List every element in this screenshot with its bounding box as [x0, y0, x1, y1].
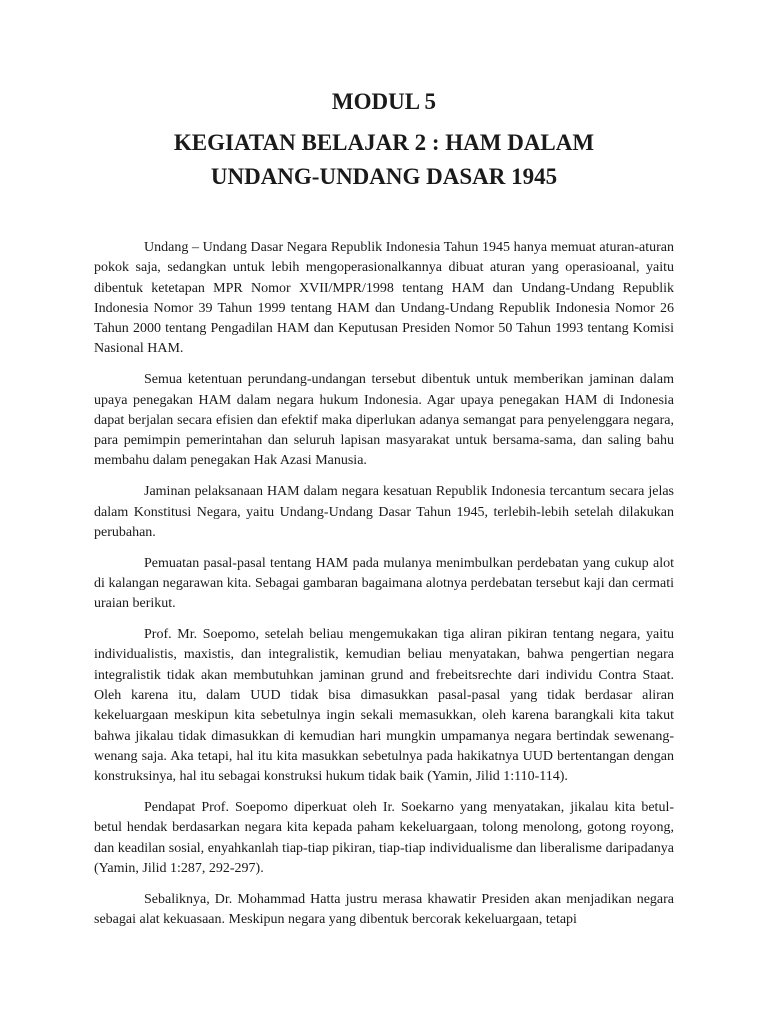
document-header	[0, 88, 768, 194]
paragraph-3: Jaminan pelaksanaan HAM dalam negara kesatuan Republik Indonesia tercantum secara jelas dalam Konstitusi Negara, yaitu Undang-Undang Dasar Tahun 1945, terlebih-lebih setelah dilakukan perubahan.	[94, 484, 674, 540]
paragraph-1: Undang – Undang Dasar Negara Republik Indonesia Tahun 1945 hanya memuat aturan-aturan pokok saja, sedangkan untuk lebih mengoperasionalkannya dibuat aturan yang operasioanal, yaitu dibentuk ketetapan MPR Nomor XVII/MPR/1998 tentang HAM dan Undang-Undang Republik Indonesia Nomor 39 Tahun 1999 tentang HAM dan Undang-Undang Republik Indonesia Nomor 26 Tahun 2000 tentang Pengadilan HAM dan Keputusan Presiden Nomor 50 Tahun 1993 tentang Komisi Nasional HAM.	[94, 240, 674, 357]
paragraph-7: Sebaliknya, Dr. Mohammad Hatta justru merasa khawatir Presiden akan menjadikan negara sebagai alat kekuasaan. Meskipun negara yang dibentuk bercorak kekeluargaan, tetapi	[94, 891, 674, 927]
body-text	[94, 238, 674, 941]
paragraph-2: Semua ketentuan perundang-undangan tersebut dibentuk untuk memberikan jaminan dalam upaya penegakan HAM dalam negara hukum Indonesia. Agar upaya penegakan HAM di Indonesia dapat berjalan secara efisien dan efektif maka diperlukan adanya semangat para penyelenggara negara, para pemimpin pemerintahan dan seluruh lapisan masyarakat untuk bersama-sama, dan saling bahu membahu dalam penegakan Hak Azasi Manusia.	[94, 372, 674, 469]
paragraph-6: Pendapat Prof. Soepomo diperkuat oleh Ir. Soekarno yang menyatakan, jikalau kita betul-betul hendak berdasarkan negara kita kepada paham kekeluargaan, tolong menolong, gotong royong, dan keadilan sosial, enyahkanlah tiap-tiap pikiran, tiap-tiap individualisme dan liberalisme daripadanya (Yamin, Jilid 1:287, 292-297).	[94, 799, 674, 876]
activity-title: KEGIATAN BELAJAR 2 : HAM DALAM UNDANG-UNDANG DASAR 1945	[173, 130, 595, 189]
module-title: MODUL 5	[331, 89, 437, 114]
paragraph-5: Prof. Mr. Soepomo, setelah beliau mengemukakan tiga aliran pikiran tentang negara, yaitu individualistis, maxistis, dan integralistik, kemudian beliau menyatakan, bahwa pengertian negara integralistik tidak akan membutuhkan jaminan grund and frebeitsrechte dari individu Contra Staat. Oleh karena itu, dalam UUD tidak bisa dimasukkan pasal-pasal yang tidak berdasar aliran kekeluargaan meskipun kita sebetulnya ingin sekali memasukkan, oleh karena barangkali kita takut bahwa jikalau tidak dimasukkan di kemudian hari mungkin umpamanya negara bertindak sewenang-wenang saja. Aka tetapi, hal itu kita masukkan sebetulnya pada hakikatnya UUD bertentangan dengan konstruksinya, hal itu sebagai konstruksi hukum tidak baik (Yamin, Jilid 1:110-114).	[94, 627, 674, 785]
paragraph-4: Pemuatan pasal-pasal tentang HAM pada mulanya menimbulkan perdebatan yang cukup alot di kalangan negarawan kita. Sebagai gambaran bagaimana alotnya perdebatan tersebut kaji dan cermati uraian berikut.	[94, 555, 674, 612]
